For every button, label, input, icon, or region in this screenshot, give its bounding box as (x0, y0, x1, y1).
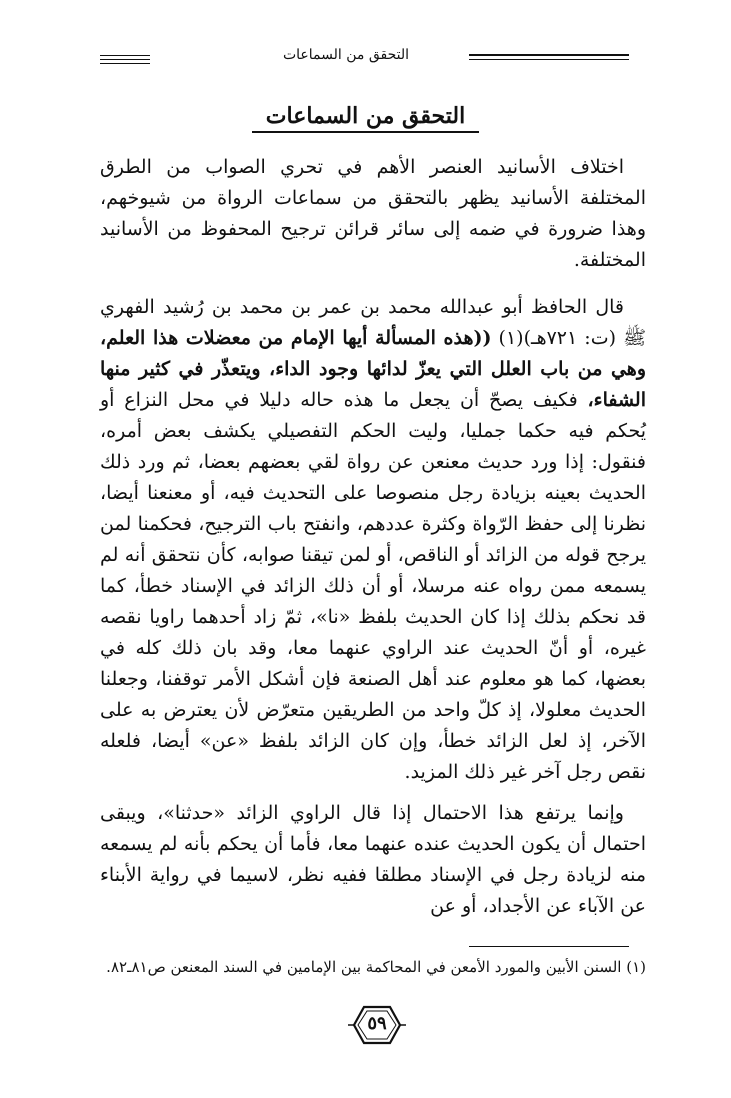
running-header (100, 40, 629, 70)
main-text (100, 152, 646, 938)
section-title-text: التحقق من السماعات (252, 103, 479, 133)
paragraph-3: وإنما يرتفع هذا الاحتمال إذا قال الراوي الزائد «حدثنا»، ويبقى احتمال أن يكون الحديث عنده عنهما معا، فأما أن يحكم بأنه لم يسمعه منه لزيادة رجل في الإسناد مطلقا ففيه نظر، لاسيما في رواية الأبناء عن الآباء عن الأجداد، أو عن (100, 802, 646, 917)
footnote: (١) السنن الأبين والمورد الأمعن في المحاكمة بين الإمامين في السند المعنعن ص٨١ـ٨٢. (106, 958, 646, 976)
page-number: ٥٩ (367, 1013, 387, 1034)
header-rule (100, 55, 150, 56)
footnote-divider (469, 946, 629, 947)
header-line (469, 54, 629, 56)
header-rule (100, 59, 150, 60)
paragraph-2 (100, 292, 646, 788)
paragraph-2-quote-bold: ((هذه المسألة أيها الإمام من معضلات هذا العلم، وهي من باب العلل التي يعزّ لدائها وجود الداء، ويتعذّر في كثير منها الشفاء، (100, 327, 646, 411)
header-rule (100, 63, 150, 64)
running-header-title: التحقق من السماعات (282, 47, 409, 63)
paragraph-1: اختلاف الأسانيد العنصر الأهم في تحري الصواب من الطرق المختلفة الأسانيد يظهر بالتحقق من سماعات الرواة من شيوخهم، وهذا ضرورة في ضمه إلى سائر قرائن ترجيح المحفوظ من الأسانيد المختلفة. (100, 156, 646, 271)
paragraph-2-intro: قال الحافظ أبو عبدالله محمد بن عمر بن محمد بن رُشيد الفهري ﷺ (ت: ٧٢١هـ)(١) (100, 296, 647, 349)
header-line (469, 59, 629, 60)
section-title (0, 103, 731, 133)
paragraph-2-quote: فكيف يصحّ أن يجعل ما هذه حاله دليلا في محل النزاع أو يُحكم فيه حكما جمليا، وليت الحكم التفصيلي يكشف بعض أمره، فنقول: إذا ورد حديث معنعن عن رواة لقي بعضهم بعضا، ثم ورد ذلك الحديث بعينه بزيادة رجل منصوصا على التحديث فيه، أو معنعنا أيضا، نظرنا إلى حفظ الرّواة وكثرة عددهم، وانفتح باب الترجيح، فحكمنا لمن يرجح قوله من الزائد أو الناقص، أو لمن تيقنا صوابه، كأن نتحقق أنه لم يسمعه ممن رواه عنه مرسلا، أو أن ذلك الزائد في الإسناد خطأ، كما قد نحكم بذلك إذا كان الحديث بلفظ «نا»، ثمّ زاد أحدهما راويا نقصه غيره، أو أنّ الحديث عند الراوي عنهما معا، وقد بان ذلك كله في بعضها، كما هو معلوم عند أهل الصنعة فإن أشكل الأمر توقفنا، وجعلنا الحديث معلولا، إذ كلّ واحد من الطريقين متعرّض لأن يعترض به على الآخر، إذ لعل الزائد خطأ، وإن كان الزائد بلفظ «عن» أيضا، فلعله نقص رجل آخر غير ذلك المزيد. (100, 389, 646, 783)
